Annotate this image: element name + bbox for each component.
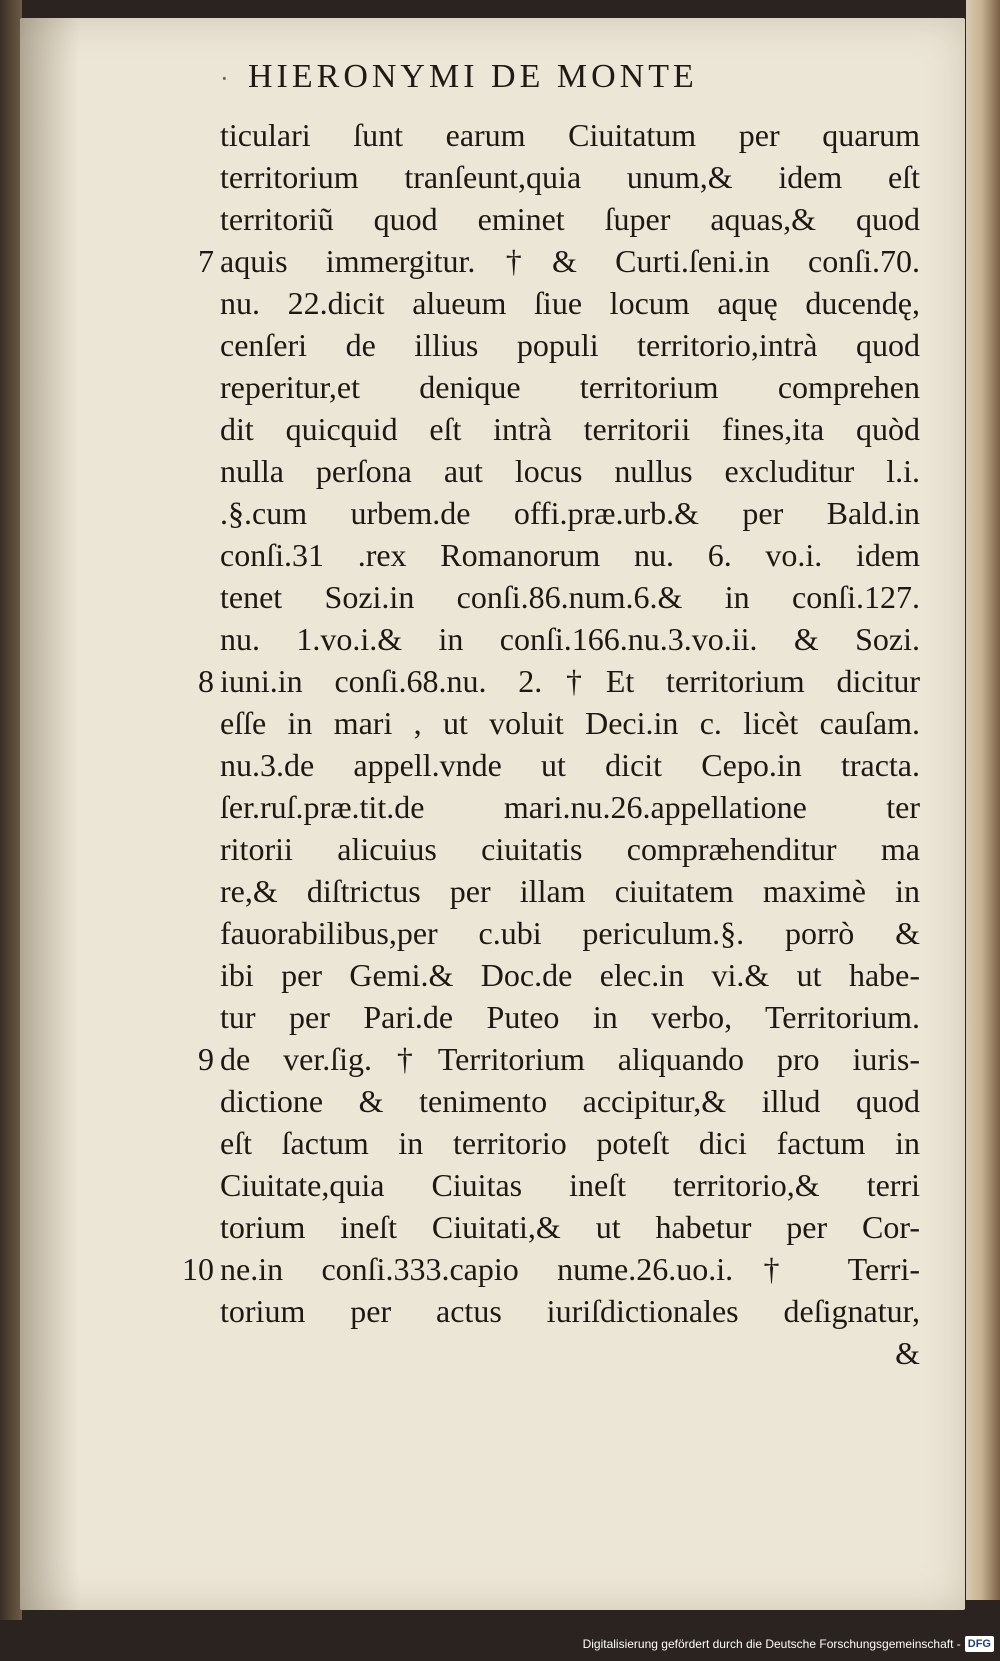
text-line [220,744,920,786]
text-line [220,156,920,198]
text-line [220,786,920,828]
marginal-number: 7 [198,243,214,279]
line-text: ibi per Gemi.& Doc.de elec.in vi.& ut habe- [220,957,920,993]
book-page [20,18,965,1610]
text-line [220,198,920,240]
text-line [198,240,920,282]
text-line [220,870,920,912]
line-text: torium per actus iuriſdictionales deſignatur, [220,1293,920,1329]
line-text: eſt ſactum in territorio poteſt dici factum in [220,1125,920,1161]
line-text: tenet Sozi.in conſi.86.num.6.& in conſi.127. [220,579,920,615]
dfg-logo: DFG [965,1636,994,1652]
line-text: fauorabilibus,per c.ubi periculum.§. porrò & [220,915,920,951]
text-line [198,1038,920,1080]
line-text: nu. 1.vo.i.& in conſi.166.nu.3.vo.ii. & Sozi. [220,621,920,657]
line-text: Ciuitate,quia Ciuitas ineſt territorio,& terri [220,1167,920,1203]
page-edges [966,0,1000,1600]
line-text: dictione & tenimento accipitur,& illud quod [220,1083,920,1119]
digitization-credit [583,1631,994,1657]
text-line [220,324,920,366]
line-text: reperitur,et denique territorium comprehen [220,369,920,405]
line-text: eſſe in mari , ut voluit Deci.in c. licèt cauſam. [220,705,920,741]
text-line [220,702,920,744]
line-text: ne.in conſi.333.capio nume.26.uo.i.† Terri- [220,1251,920,1287]
line-text: nu. 22.dicit alueum ſiue locum aquę ducendę, [220,285,920,321]
gutter-shadow [20,18,80,1610]
marginal-number: 8 [198,663,214,699]
line-text: de ver.ſig.†Territorium aliquando pro iuris- [220,1041,920,1077]
text-line [220,912,920,954]
text-line [220,954,920,996]
text-line [220,576,920,618]
line-text: re,& diſtrictus per illam ciuitatem maximè in [220,873,920,909]
line-text: dit quicquid eſt intrà territorii fines,ita quòd [220,411,920,447]
line-text: territorium tranſeunt,quia unum,& idem eſt [220,159,920,195]
body-text [182,114,920,1374]
text-line [220,996,920,1038]
line-text: ritorii alicuius ciuitatis compræhenditur ma [220,831,920,867]
text-line [220,828,920,870]
text-line [220,1080,920,1122]
text-line [220,1290,920,1332]
faded-mark: · [220,64,233,93]
line-text: territoriũ quod eminet ſuper aquas,& quod [220,201,920,237]
text-line [220,366,920,408]
text-line [198,660,920,702]
text-line [182,1248,920,1290]
book-gutter [0,0,22,1620]
text-line [220,1122,920,1164]
text-line [220,1206,920,1248]
line-text: tur per Pari.de Puteo in verbo, Territorium. [220,999,920,1035]
credit-text: Digitalisierung gefördert durch die Deutsche Forschungsgemeinschaft - [582,1637,961,1651]
line-text: ticulari ſunt earum Ciuitatum per quarum [220,117,920,153]
text-line [220,1164,920,1206]
line-text: nu.3.de appell.vnde ut dicit Cepo.in tracta. [220,747,920,783]
text-line [220,534,920,576]
text-line [220,618,920,660]
running-head [220,58,940,96]
text-line [220,282,920,324]
line-text: conſi.31 .rex Romanorum nu. 6. vo.i. idem [220,537,920,573]
text-line [220,450,920,492]
line-text: aquis immergitur.†& Curti.ſeni.in conſi.70. [220,243,920,279]
line-text: cenſeri de illius populi territorio,intrà quod [220,327,920,363]
text-line [220,114,920,156]
catchword: & [895,1335,920,1371]
line-text: iuni.in conſi.68.nu. 2.†Et territorium dicitur [220,663,920,699]
line-text: ſer.ruſ.præ.tit.de mari.nu.26.appellatione ter [220,789,920,825]
line-text: torium ineſt Ciuitati,& ut habetur per Cor- [220,1209,920,1245]
text-line [220,408,920,450]
marginal-number: 9 [198,1041,214,1077]
marginal-number: 10 [182,1251,214,1287]
line-text: .§.cum urbem.de offi.præ.urb.& per Bald.in [220,495,920,531]
text-line [220,492,920,534]
line-text: nulla perſona aut locus nullus excluditur l.i. [220,453,920,489]
running-head-text: HIERONYMI DE MONTE [248,58,698,95]
